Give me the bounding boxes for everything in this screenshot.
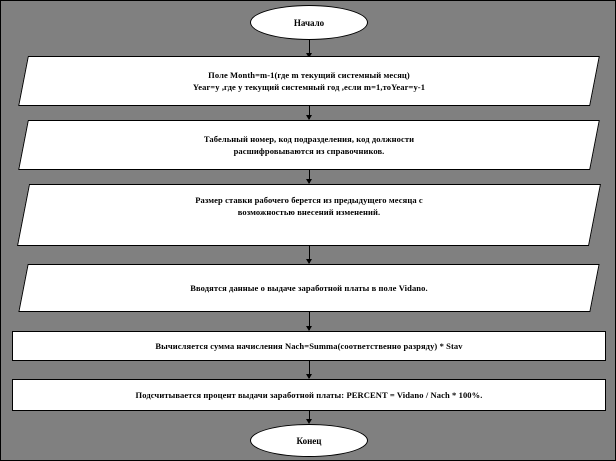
- flowchart-node-end: [250, 424, 368, 457]
- flowchart-node-start: [250, 5, 368, 40]
- node-label-line1: Размер ставки рабочего берется из предыдущего месяца с: [195, 195, 423, 205]
- flowchart-node-step4: [23, 264, 595, 312]
- node-label: Вычисляется сумма начисления Nach=Summa(соответственно разряду) * Stav: [155, 340, 463, 351]
- flowchart-node-step5: [12, 331, 606, 361]
- node-label-line2: Year=y ,где y текущий системный год ,если m=1,тоYear=y-1: [192, 82, 426, 92]
- node-label: Конец: [296, 435, 322, 446]
- node-label: Начало: [293, 17, 325, 28]
- node-label-line1: Поле Month=m-1(где m текущий системный месяц): [208, 69, 410, 80]
- flowchart-node-step6: [12, 379, 606, 411]
- node-label-line2: расшифровываются из справочников.: [233, 146, 385, 156]
- flowchart-node-step3: [23, 184, 595, 246]
- flowchart-node-step1: [23, 56, 595, 106]
- node-label-line1: Табельный номер, код подразделения, код должности: [203, 133, 415, 144]
- node-label-line2: возможностью внесений изменений.: [237, 207, 381, 218]
- flowchart-node-step2: [23, 120, 595, 170]
- node-label: Подсчитывается процент выдачи заработной платы: PERCENT = Vidano / Nach * 100%.: [135, 389, 483, 400]
- node-label-line1: Вводятся данные о выдаче заработной платы в поле Vidano.: [190, 282, 428, 293]
